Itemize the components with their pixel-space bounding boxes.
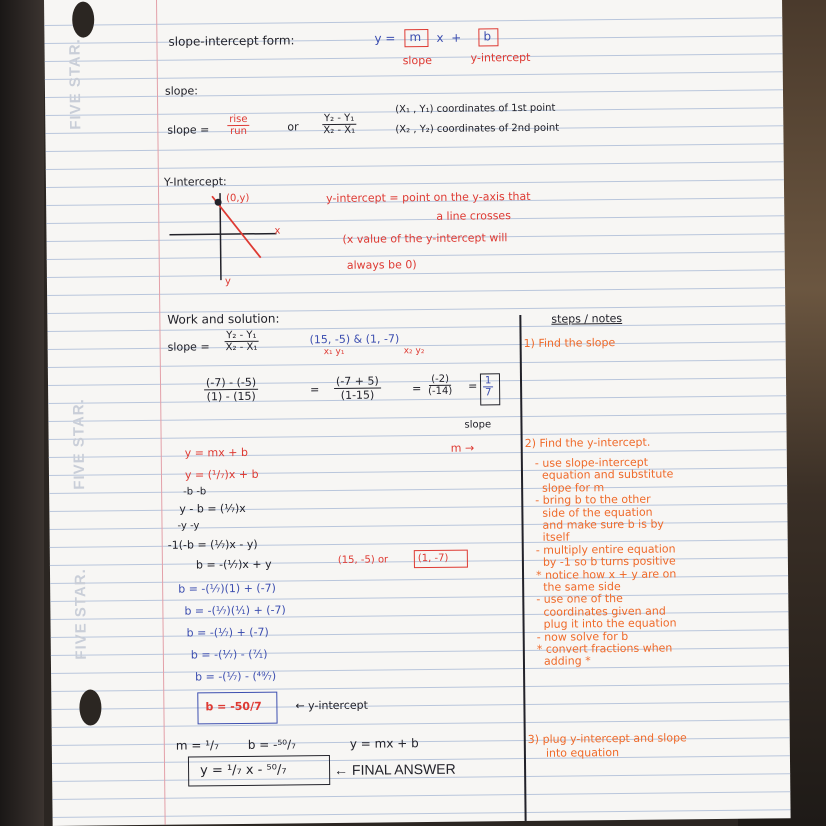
note-item: - use slope-intercept (534, 455, 649, 470)
note-item: itself (535, 530, 570, 545)
column-divider (519, 315, 526, 821)
work-line-7: b = -(¹⁄₇)x + y (195, 557, 272, 572)
eq-final: y = mx + b (349, 736, 419, 751)
step-3b: into equation (545, 746, 620, 760)
points-choice: (15, -5) or (337, 554, 389, 566)
b-arrow-note: ← y-intercept (295, 698, 368, 713)
chosen-point: (1, -7) (417, 552, 449, 565)
intercept-def-2: a line crosses (436, 209, 511, 223)
note-item: equation and substitute (534, 467, 674, 483)
slope-eq-label: slope = (167, 123, 210, 137)
work-line-11: b = -(¹⁄₇) - (⁷⁄₁) (190, 647, 268, 662)
work-slope-fraction: $\frac{\text{Y₂ - Y₁}}{\text{X₂ - X₁}}$ (225, 329, 258, 354)
calc-fraction-1: $\frac{(-7) - (-5)}{(1) - (15)}$ (204, 376, 258, 404)
work-line-8: b = -(¹⁄₇)(1) + (-7) (178, 581, 276, 596)
intercept-note: y-intercept (470, 50, 531, 65)
work-line-5: -y -y (177, 520, 200, 532)
work-line-3: -b -b (183, 486, 207, 498)
x-axis-label: x (274, 225, 281, 237)
note-item: side of the equation (535, 505, 653, 520)
brand-logo: FIVE STAR. (70, 398, 89, 490)
note-item: * convert fractions when (536, 641, 673, 656)
coord-note-1: (X₁ , Y₁) coordinates of 1st point (395, 102, 556, 116)
equals-3: = (467, 379, 478, 393)
slope-formula-fraction: $\frac{\text{Y₂ - Y₁}}{\text{X₂ - X₁}}$ (323, 112, 356, 137)
points-sub-1: x₁ y₁ (323, 346, 345, 358)
note-item: - multiply entire equation (535, 542, 676, 557)
work-line-4: y - b = (¹⁄₇)x (179, 501, 246, 516)
formula-x: x + (436, 30, 462, 45)
b-label: b (483, 29, 492, 44)
axes-sketch (164, 187, 285, 288)
slope-heading: slope: (164, 84, 199, 98)
notebook-page (44, 0, 791, 826)
final-answer-label: ← FINAL ANSWER (333, 760, 456, 779)
slope-note: slope (402, 53, 433, 68)
equals-2: = (412, 382, 422, 396)
note-item: slope for m (535, 480, 605, 495)
slope-answer-fraction: $\frac{1}{7}$ (484, 375, 492, 399)
note-item: the same side (536, 579, 621, 594)
brand-logo: FIVE STAR. (71, 568, 90, 660)
note-item: and make sure b is by (535, 517, 664, 532)
point-label: (0,y) (226, 192, 250, 205)
intercept-def-3: (x value of the y-intercept will (342, 231, 508, 246)
or-text: or (287, 120, 299, 134)
binder-hole (79, 689, 101, 725)
brand-logo: FIVE STAR. (66, 38, 85, 130)
intercept-heading: Y-Intercept: (163, 175, 227, 189)
points-sub-2: x₂ y₂ (403, 346, 425, 357)
rise-run-fraction: rise run (227, 114, 250, 137)
m-arrow: m → (450, 441, 475, 455)
notes-list (534, 454, 775, 669)
work-line-12: b = -(¹⁄₇) - (⁴⁹⁄₇) (195, 669, 277, 684)
note-item: * notice how x + y are on (535, 567, 677, 582)
margin-line (156, 0, 166, 825)
notes-heading: steps / notes (551, 311, 623, 326)
points-given: (15, -5) & (1, -7) (309, 332, 400, 347)
note-item: by -1 so b turns positive (535, 554, 676, 570)
intercept-def-4: always be 0) (346, 258, 417, 272)
note-item: - use one of the (536, 592, 623, 607)
coord-note-2: (X₂ , Y₂) coordinates of 2nd point (395, 122, 560, 136)
work-line-10: b = -(¹⁄₇) + (-7) (186, 625, 269, 640)
note-item: coordinates given and (536, 604, 666, 619)
intercept-def-1: y-intercept = point on the y-axis that (326, 189, 531, 206)
b-result: b = -50/7 (205, 699, 262, 714)
y-axis-label: y (224, 276, 231, 288)
binder-hole (72, 1, 94, 37)
step-3a: 3) plug y-intercept and slope (527, 731, 687, 746)
work-heading: Work and solution: (167, 311, 280, 327)
work-line-2: y = (¹/₇)x + b (184, 467, 259, 482)
note-item: adding * (536, 654, 591, 669)
slope-label: slope (464, 419, 492, 431)
work-line-6: -1(-b = (¹⁄₇)x - y) (167, 537, 258, 552)
desk-left (0, 0, 44, 826)
b-final: b = -⁵⁰/₇ (247, 737, 296, 752)
m-label: m (409, 30, 422, 45)
work-line-9: b = -(¹⁄₇)(¹⁄₁) + (-7) (184, 603, 286, 618)
note-item: - bring b to the other (535, 492, 651, 508)
work-slope-label: slope = (167, 340, 210, 354)
note-item: - now solve for b (536, 629, 629, 644)
final-answer: y = ¹/₇ x - ⁵⁰/₇ (200, 762, 287, 779)
calc-fraction-3: $\frac{(-2)}{(-14)}$ (428, 373, 453, 397)
calc-fraction-2: $\frac{(-7 + 5)}{(1-15)}$ (334, 374, 381, 401)
formula-y: y = (374, 31, 396, 46)
page-title: slope-intercept form: (168, 33, 295, 49)
step-1: 1) Find the slope (523, 336, 616, 350)
work-line-1: y = mx + b (184, 445, 248, 460)
note-item: plug it into the equation (536, 616, 677, 632)
equals-1: = (310, 383, 320, 397)
step-2: 2) Find the y-intercept. (524, 435, 651, 450)
m-final: m = ¹/₇ (175, 738, 219, 753)
